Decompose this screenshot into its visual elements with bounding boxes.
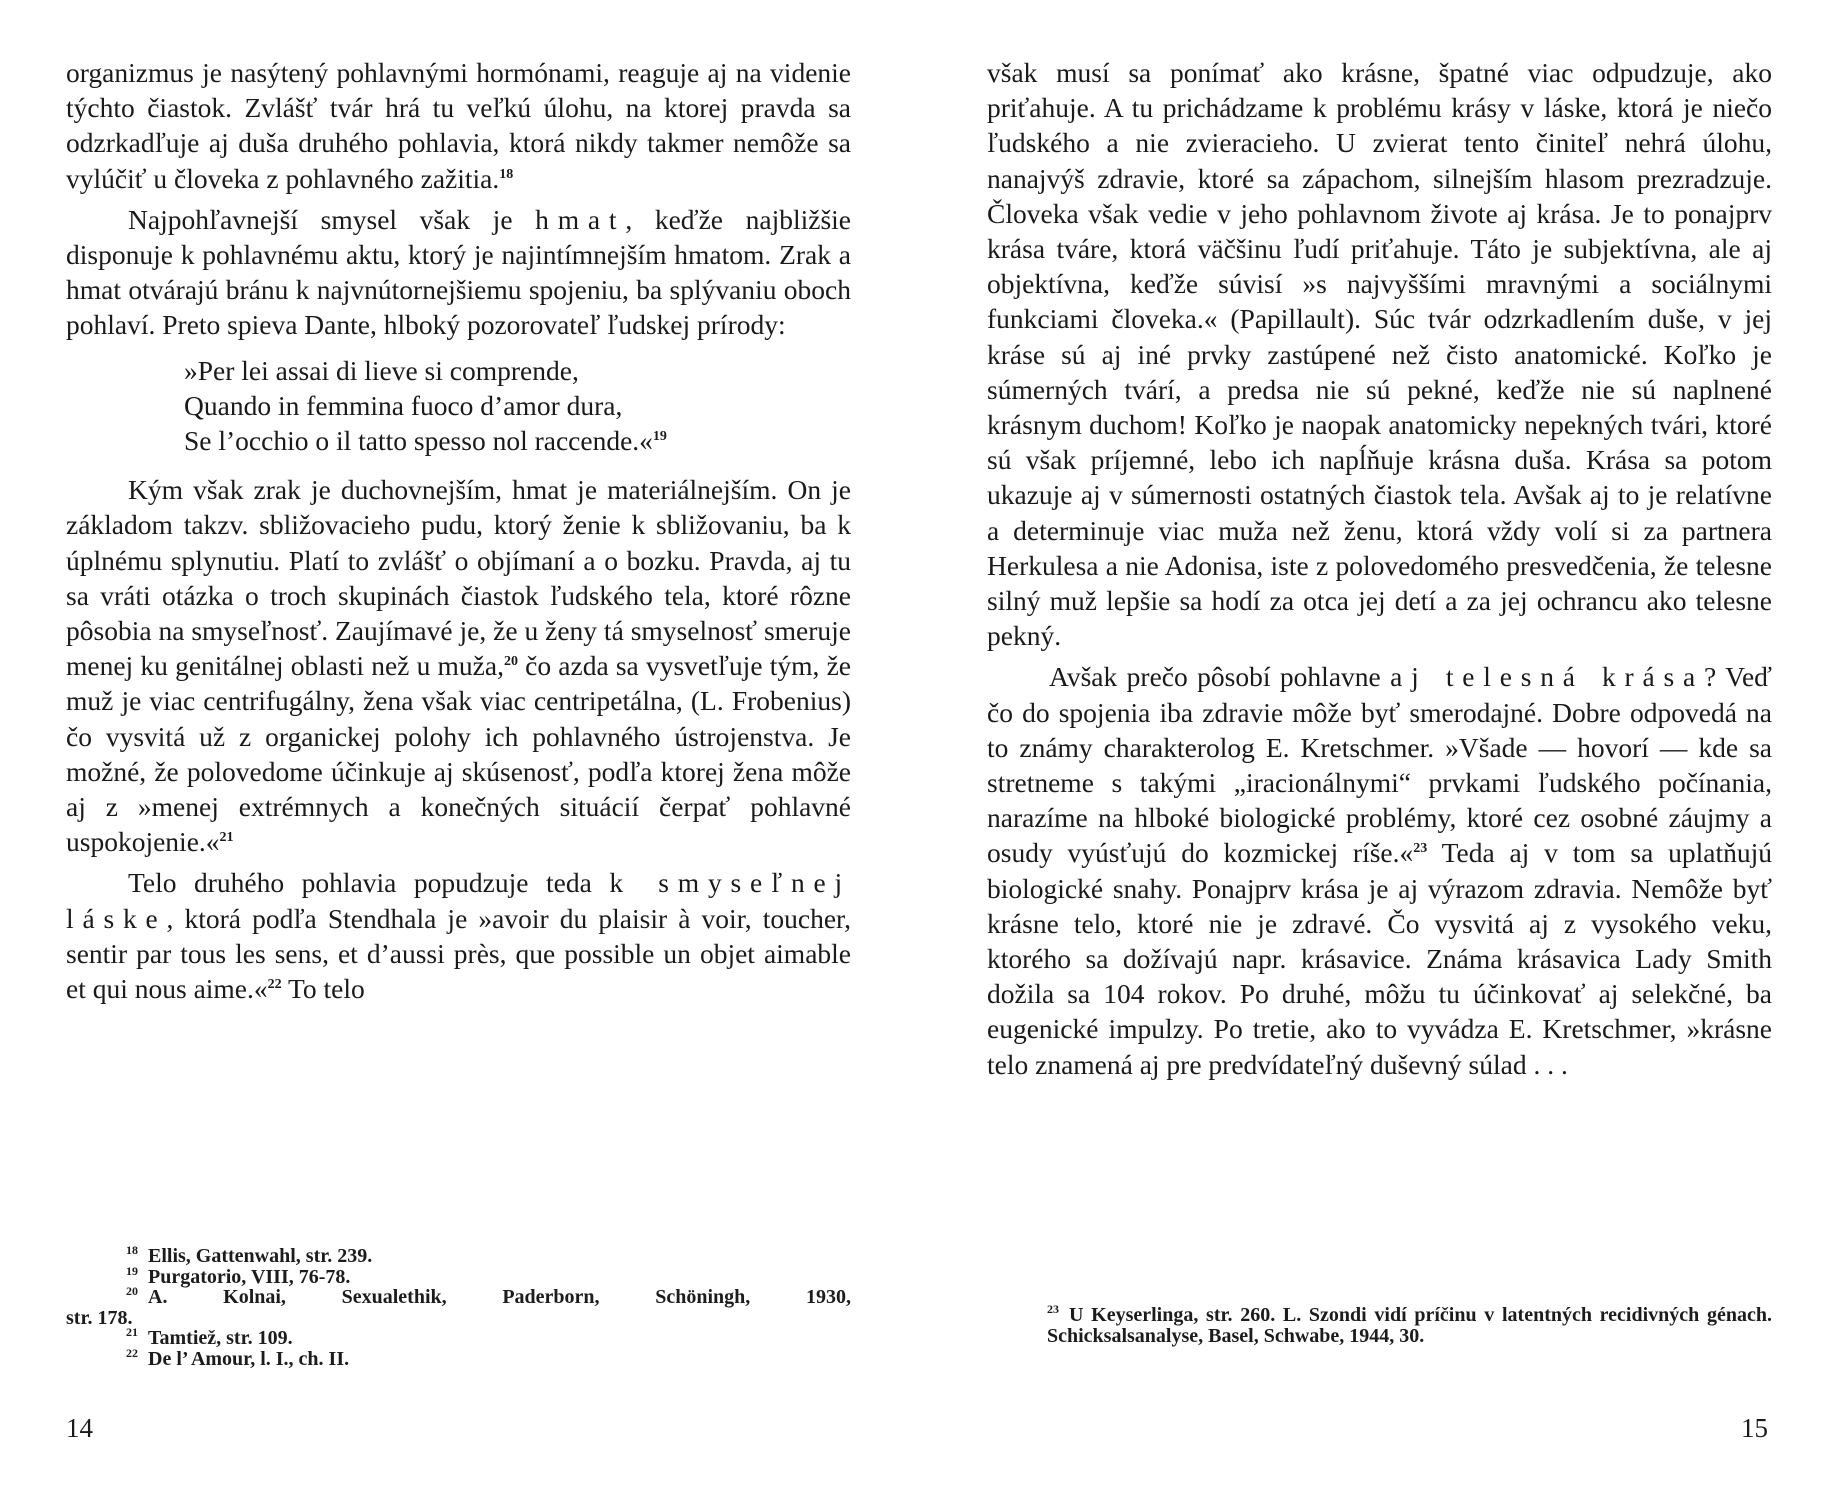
paragraph: však musí sa ponímať ako krásne, špatné viac odpudzuje, ako priťahuje. A tu prichádzame k problému krásy v láske, ktorá je niečo ľudského a nie zvieracieho. U zvierat tento činiteľ nehrá úlohu, nanajvýš zdravie, ktoré sa zápachom, silnejším hlasom prezradzuje. Človeka však vedie v jeho pohlavnom živote aj krása. Je to ponajprv krása tváre, ktorá väčšinu ľudí priťahuje. Táto je subjektívna, ale aj objektívna, keďže súvisí »s najvyššími mravnými a sociálnymi funkciami človeka.« (Papillault). Súc tvár odzrkadlením duše, v jej kráse sú aj iné prvky zastúpené než čisto anatomické. Koľko je súmerných tvárí, a predsa nie sú pekné, keďže nie sú naplnené krásnym duchom! Koľko je naopak anatomicky nepekných tvári, ktoré sú však príjemné, lebo ich napĺňuje krásna duša. Krása sa potom ukazuje aj v súmernosti ostatných čiastok tela. Avšak aj to je relatívne a determinuje viac muža než ženu, ktorá vždy volí si za partnera Herkulesa a nie Adonisa, iste z polovedomého presvedčenia, že telesne silný muž lepšie sa hodí za otca jej detí a za jej ochrancu ako telesne pekný. [987,57,1772,652]
poem-quote [184,353,851,459]
quote-line: »Per lei assai di lieve si comprende, [184,354,579,386]
right-page [911,0,1822,1500]
footnotes [66,1243,851,1370]
footnote-ref[interactable]: 20 [503,654,518,670]
footnote-ref[interactable]: 23 [1413,841,1428,857]
emphasis: aj telesná krása [1390,661,1705,693]
page-number: 14 [66,1413,93,1443]
footnote-ref[interactable]: 18 [499,166,514,182]
footnotes [987,1302,1772,1347]
footnote: $^{18}$ Ellis, Gattenwahl, str. 239. [126,1243,373,1267]
footnote-ref[interactable]: 22 [267,977,282,993]
paragraph: Telo druhého pohlavia popudzuje teda k smyseľnej láske, ktorá podľa Stendhala je »avoir du plaisir à voir, toucher, sentir par tous les sens, et d’aussi près, que possible un objet aimable et qui nous aime.«$^{22}$ To telo [66,867,851,1005]
footnote: $^{23}$ U Keyserlinga, str. 260. L. Szondi vidí príčinu v latentných recidivných génach. Schicksalsanalyse, Basel, Schwabe, 1944, 30. [1047,1302,1772,1347]
footnote: $^{22}$ De l’ Amour, l. I., ch. II. [126,1345,350,1370]
page-number: 15 [1741,1413,1768,1443]
paragraph: organizmus je nasýtený pohlavnými hormónami, reaguje aj na videnie týchto čiastok. Zvlášť tvár hrá tu veľkú úlohu, na ktorej pravda sa odzrkadľuje aj duša druhého pohlavia, ktorá nikdy takmer nemôže sa vylúčiť u človeka z pohlavného zažitia.$^{18}$ [66,57,851,194]
quote-line: Se l’occhio o il tatto spesso nol raccende.«$^{19}$ [184,425,667,457]
emphasis: k smyseľnej láske [66,867,851,934]
emphasis: hmat [535,203,626,235]
footnote-ref[interactable]: 21 [219,830,234,846]
quote-line: Quando in femmina fuoco d’amor dura, [184,389,623,421]
footnote-ref[interactable]: 19 [652,429,667,445]
footnote: $^{20}$ A. Kolnai, Sexualethik, Paderborn, Schöningh, 1930, [126,1284,851,1308]
footnote: $^{21}$ Tamtiež, str. 109. [126,1325,293,1349]
footnote-continuation: str. 178. [66,1306,133,1329]
paragraph: Kým však zrak je duchovnejším, hmat je materiálnejším. On je základom takzv. sbližovacieho pudu, ktorý ženie k sbližovaniu, ba k úplnému splynutiu. Platí to zvlášť o objímaní a o bozku. Pravda, aj tu sa vráti otázka o troch skupinách čiastok ľudského tela, ktoré rôzne pôsobia na smyseľnosť. Zaujímavé je, že u ženy tá smyselnosť smeruje menej ku genitálnej oblasti než u muža,$^{20}$ čo azda sa vysvetľuje tým, že muž je viac centrifugálny, žena však viac centripetálna, (L. Frobenius) čo vysvitá už z organickej polohy ich pohlavného ústrojenstva. Je možné, že polovedome účinkuje aj skúsenosť, podľa ktorej žena môže aj z »menej extrémnych a konečných situácií čerpať pohlavné uspokojenie.«$^{21}$ [66,474,851,858]
footnote: $^{19}$ Purgatorio, VIII, 76-78. [126,1263,351,1288]
left-page-body [66,55,851,1006]
paragraph: Najpohľavnejší smysel však je hmat, keďže najbližšie disponuje k pohlavnému aktu, ktorý je najintímnejším hmatom. Zrak a hmat otvárajú bránu k najvnútornejšiemu spojeniu, ba splývaniu oboch pohlaví. Preto spieva Dante, hlboký pozorovateľ ľudskej prírody: [66,203,851,341]
right-page-body [987,55,1772,1082]
paragraph: Avšak prečo pôsobí pohlavne aj telesná krása? Veď čo do spojenia iba zdravie môže byť smerodajné. Dobre odpovedá na to známy charakterolog E. Kretschmer. »Všade — hovorí — kde sa stretneme s takými „iracionálnymi“ prvkami ľudského počínania, narazíme na hlboké biologické problémy, ktoré cez osobné záujmy a osudy vyúsťujú do kozmickej ríše.«$^{23}$ Teda aj v tom sa uplatňujú biologické snahy. Ponajprv krása je aj výrazom zdravia. Nemôže byť krásne telo, ktoré nie je zdravé. Čo vysvitá aj z vysokého veku, ktorého sa dožívajú napr. krásavice. Známa krásavica Lady Smith dožila sa 104 rokov. Po druhé, môžu tu účinkovať aj selekčné, ba eugenické impulzy. Po tretie, ako to vyvádza E. Kretschmer, »krásne telo znamená aj pre predvídateľný duševný súlad . . . [987,661,1772,1080]
